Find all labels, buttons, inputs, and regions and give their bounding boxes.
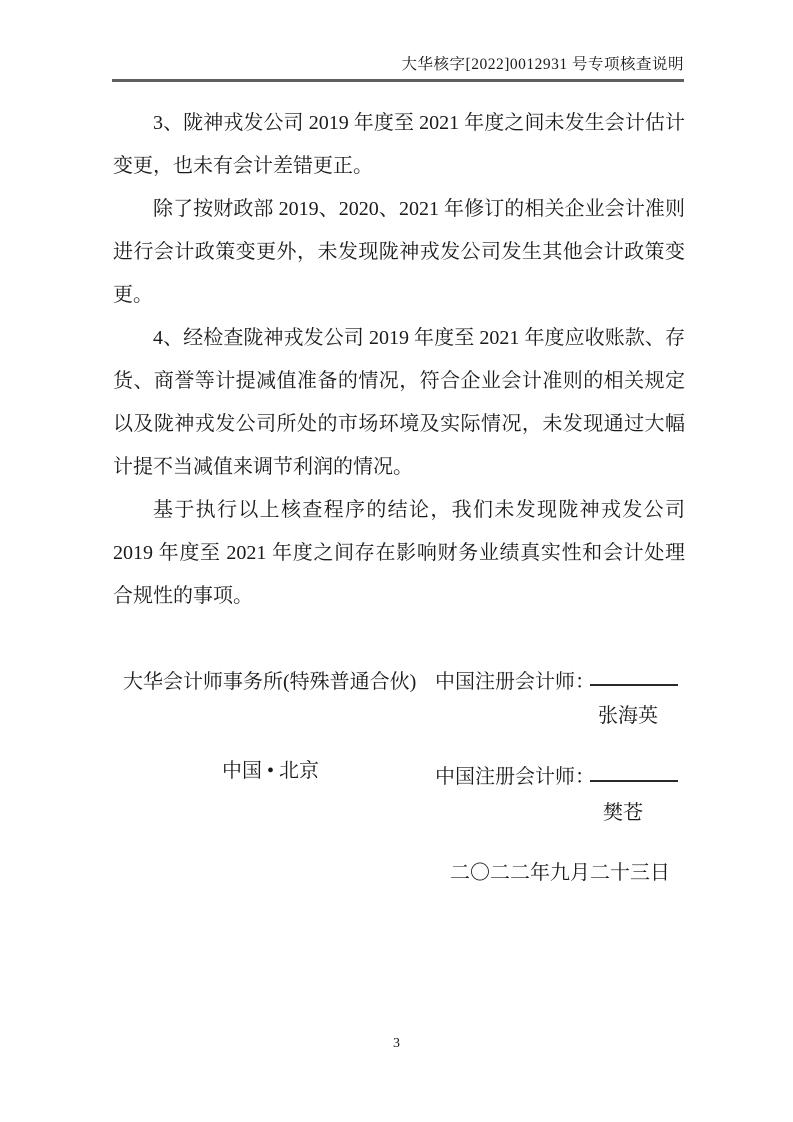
cpa-label-1: 中国注册会计师： — [435, 671, 595, 693]
paragraph: 基于执行以上核查程序的结论，我们未发现陇神戎发公司 2019 年度至 2021 年度之间存在影响财务业绩真实性和会计处理合规性的事项。 — [113, 499, 685, 607]
signature-line-2 — [590, 780, 678, 782]
paragraph: 除了按财政部 2019、2020、2021 年修订的相关企业会计准则进行会计政策变更外，未发现陇神戎发公司发生其他会计政策变更。 — [113, 198, 685, 306]
page-number: 3 — [393, 1036, 400, 1051]
signature-firm-location: 中国 • 北京 — [222, 760, 320, 782]
cpa-label-2: 中国注册会计师： — [435, 766, 595, 788]
signature-firm-name: 大华会计师事务所(特殊普通合伙) — [123, 671, 417, 693]
cpa-name-2: 樊苍 — [603, 802, 643, 824]
paragraph: 4、经检查陇神戎发公司 2019 年度至 2021 年度应收账款、存货、商誉等计提减值准备的情况，符合企业会计准则的相关规定以及陇神戎发公司所处的市场环境及实际情况，未发现通过大幅计提不当减值来调节利润的情况。 — [113, 327, 685, 478]
document-body — [113, 102, 685, 618]
signature-date: 二〇二二年九月二十三日 — [450, 862, 670, 884]
paragraph: 3、陇神戎发公司 2019 年度至 2021 年度之间未发生会计估计变更，也未有会计差错更正。 — [113, 112, 685, 177]
header-doc-ref: 大华核字[2022]0012931 号专项核查说明 — [112, 52, 684, 82]
signature-line-1 — [590, 684, 678, 686]
cpa-name-1: 张海英 — [598, 705, 658, 727]
